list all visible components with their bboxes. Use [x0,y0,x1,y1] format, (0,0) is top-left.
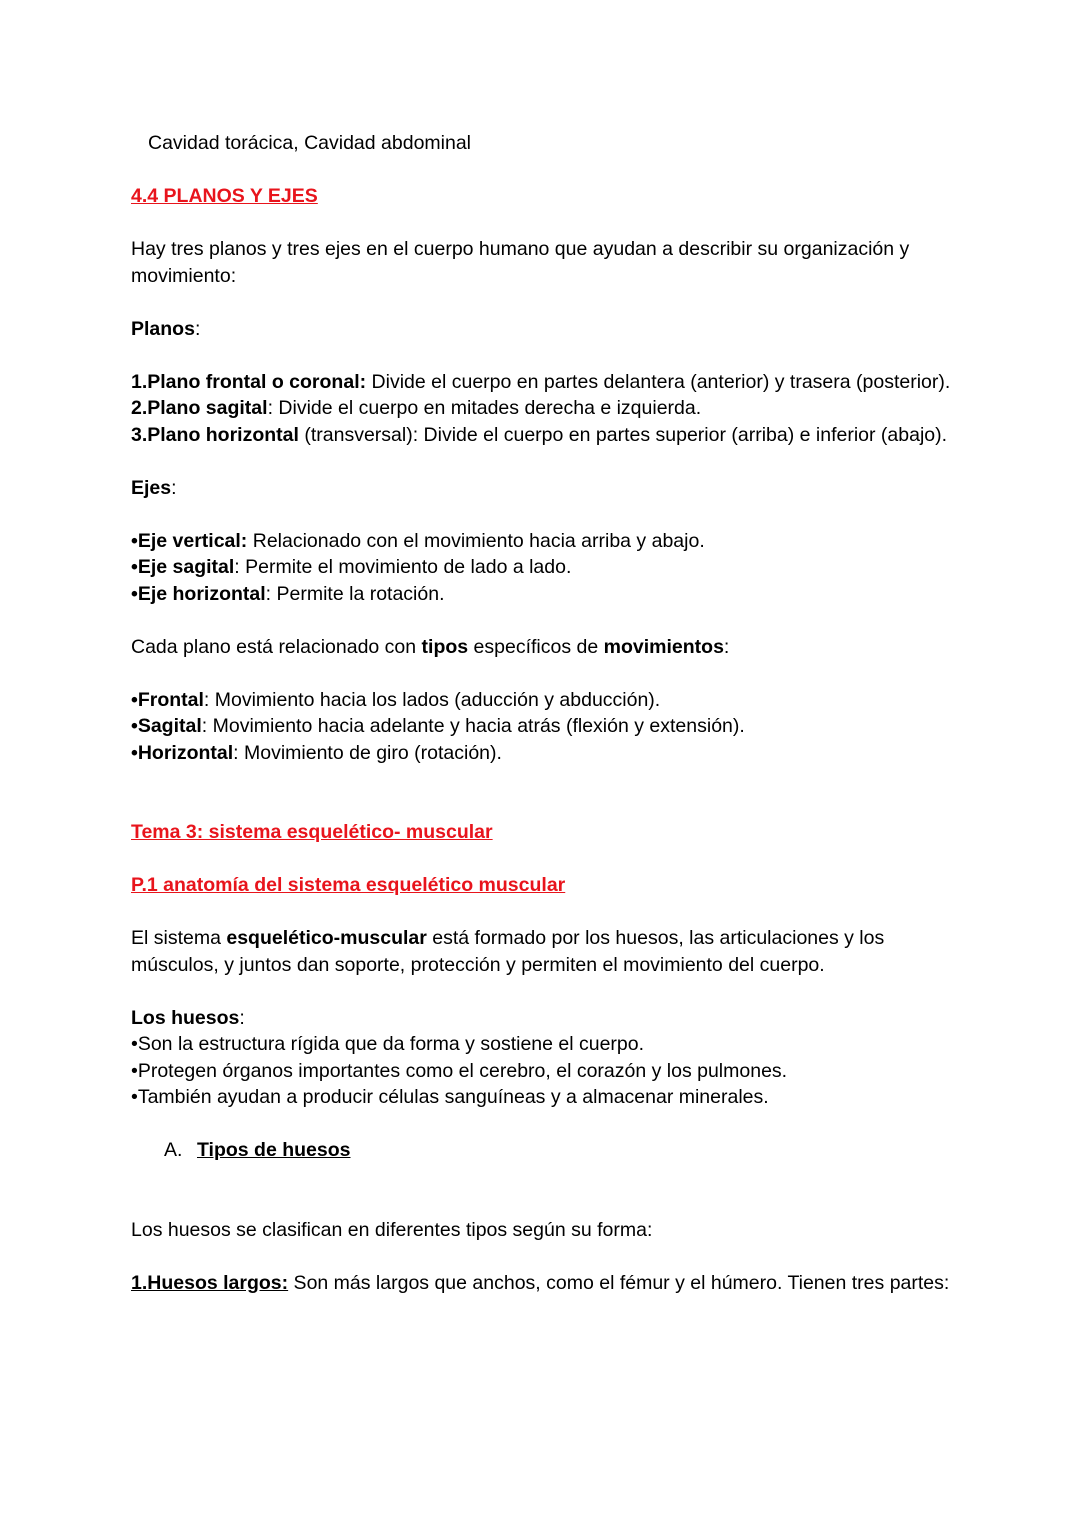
huesos-label: Los huesos [131,1006,240,1029]
plano-item [131,395,951,422]
plano-term: 3.Plano horizontal [131,423,299,446]
hueso-item: •Protegen órganos importantes como el cerebro, el corazón y los pulmones. [131,1059,788,1082]
tema-intro-text: está formado por los huesos, las articulaciones y los músculos, y juntos dan soporte, protección y permiten el movimiento del cuerpo. [131,927,885,976]
plano-term: 1.Plano frontal o coronal: [131,370,367,393]
tema-intro-bold: esquelético-muscular [226,927,427,949]
movement-term: •Horizontal [131,741,234,764]
eje-term: •Eje vertical: [131,529,248,552]
movement-text: : Movimiento hacia adelante y hacia atrás (flexión y extensión). [201,715,745,737]
plano-text: Divide el cuerpo en partes delantera (anterior) y trasera (posterior). [366,370,951,393]
section-heading [131,183,951,210]
eje-text: : Permite el movimiento de lado a lado. [234,556,572,578]
eje-item [131,528,951,555]
eje-text: Relacionado con el movimiento hacia arriba y abajo. [247,529,705,552]
relation-line [131,634,951,661]
tipos-heading-line [131,1137,951,1164]
planos-label: Planos [131,317,195,340]
movement-item [131,713,951,740]
relation-text: específicos de [468,635,604,658]
tema-intro-text: El sistema [131,927,227,949]
eje-text: : Permite la rotación. [265,582,445,605]
relation-bold: movimientos [603,635,724,658]
hueso-item: •También ayudan a producir células sanguíneas y a almacenar minerales. [131,1086,769,1108]
plano-text: (transversal): Divide el cuerpo en partes superior (arriba) e inferior (abajo). [298,423,948,446]
huesos-label-line: Los huesos: [131,1006,245,1029]
movement-text: : Movimiento hacia los lados (aducción y abducción). [203,688,661,711]
ejes-label-line: Ejes: [131,476,177,499]
tema-intro [131,925,951,978]
movement-item [131,740,951,767]
largos-text: Son más largos que anchos, como el fémur y el húmero. Tienen tres partes: [288,1271,950,1294]
plano-item [131,422,951,449]
eje-term: •Eje horizontal [131,582,266,605]
relation-bold: tipos [421,635,469,658]
relation-text: Cada plano está relacionado con [131,635,422,658]
hueso-item: •Son la estructura rígida que da forma y sostiene el cuerpo. [131,1033,645,1055]
eje-item [131,581,951,608]
movement-text: : Movimiento de giro (rotación). [233,741,502,764]
largos-item [131,1270,951,1297]
tipos-intro: Los huesos se clasifican en diferentes tipos según su forma: [131,1218,653,1241]
cavities-line: Cavidad torácica, Cavidad abdominal [148,132,472,154]
plano-item [131,369,951,396]
tipos-heading: Tipos de huesos [197,1139,351,1161]
planos-label-line: Planos: [131,317,201,340]
plano-term: 2.Plano sagital [131,397,268,419]
eje-term: •Eje sagital [131,556,235,578]
largos-term: 1.Huesos largos: [131,1271,289,1294]
list-marker: A. [164,1139,183,1161]
tema-heading [131,819,951,846]
movement-term: •Sagital [131,715,202,737]
document-page [131,130,951,1296]
section-intro: Hay tres planos y tres ejes en el cuerpo humano que ayudan a describir su organización y movimiento: [131,238,910,287]
tema-heading-text: Tema 3: sistema esquelético- muscular [131,821,493,843]
relation-text: : [723,635,730,658]
plano-text: : Divide el cuerpo en mitades derecha e izquierda. [267,397,702,419]
section-heading-text: 4.4 PLANOS Y EJES [131,185,318,207]
tema-subheading-text: P.1 anatomía del sistema esquelético muscular [131,874,566,896]
tema-subheading [131,872,951,899]
movement-item [131,687,951,714]
movement-term: •Frontal [131,688,204,711]
eje-item [131,554,951,581]
ejes-label: Ejes [131,476,172,499]
